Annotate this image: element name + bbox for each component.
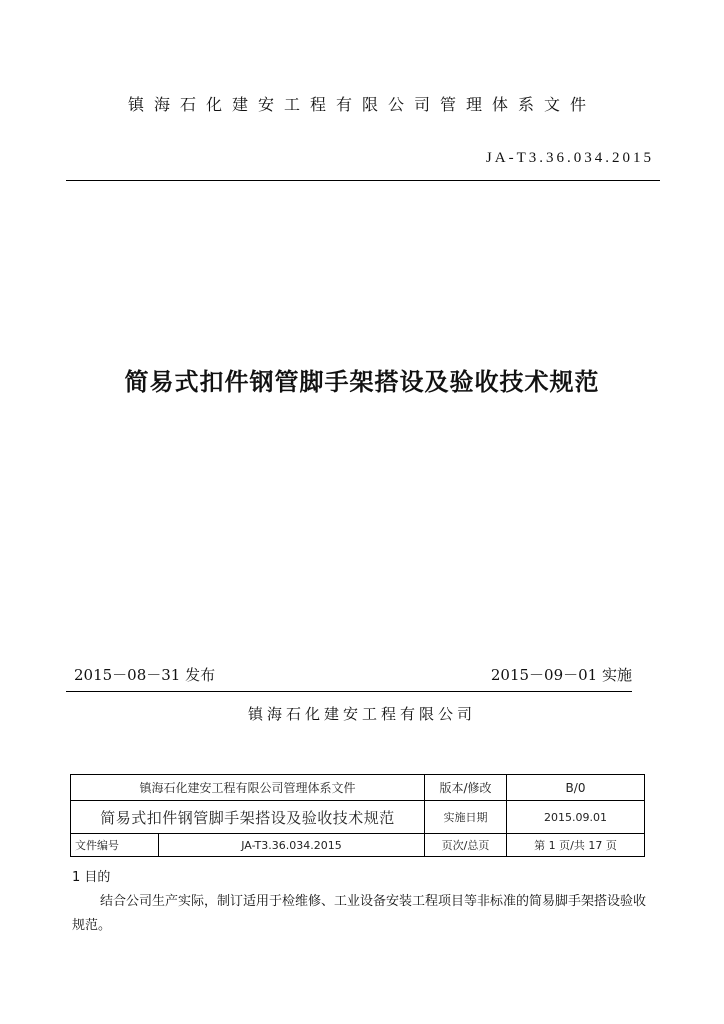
company-system-header: 镇海石化建安工程有限公司管理体系文件	[127, 95, 596, 114]
company-name-footer: 镇海石化建安工程有限公司	[247, 705, 476, 723]
page-value-cell: 第 1 页/共 17 页	[507, 834, 645, 857]
section-body: 结合公司生产实际，制订适用于检维修、工业设备安装工程项目等非标准的简易脚手架搭设验收规范。	[72, 894, 647, 933]
file-no-value-cell: JA-T3.36.034.2015	[159, 834, 425, 857]
document-title: 简易式扣件钢管脚手架搭设及验收技术规范	[124, 368, 600, 396]
effective-date: 2015－09－01 实施	[490, 666, 632, 684]
header-divider	[66, 180, 660, 181]
section-heading: 1 目的	[72, 870, 111, 885]
release-date: 2015－08－31 发布	[74, 666, 216, 684]
effective-value-cell: 2015.09.01	[507, 801, 645, 834]
page-label-cell: 页次/总页	[425, 834, 507, 857]
version-label-cell: 版本/修改	[425, 775, 507, 801]
title-cell: 简易式扣件钢管脚手架搭设及验收技术规范	[71, 801, 425, 834]
version-value-cell: B/0	[507, 775, 645, 801]
file-no-label-cell: 文件编号	[71, 834, 159, 857]
system-file-cell: 镇海石化建安工程有限公司管理体系文件	[71, 775, 425, 801]
effective-label-cell: 实施日期	[425, 801, 507, 834]
footer-divider	[66, 691, 632, 692]
document-info-table	[70, 774, 645, 857]
document-number: JA-T3.36.034.2015	[485, 150, 654, 166]
